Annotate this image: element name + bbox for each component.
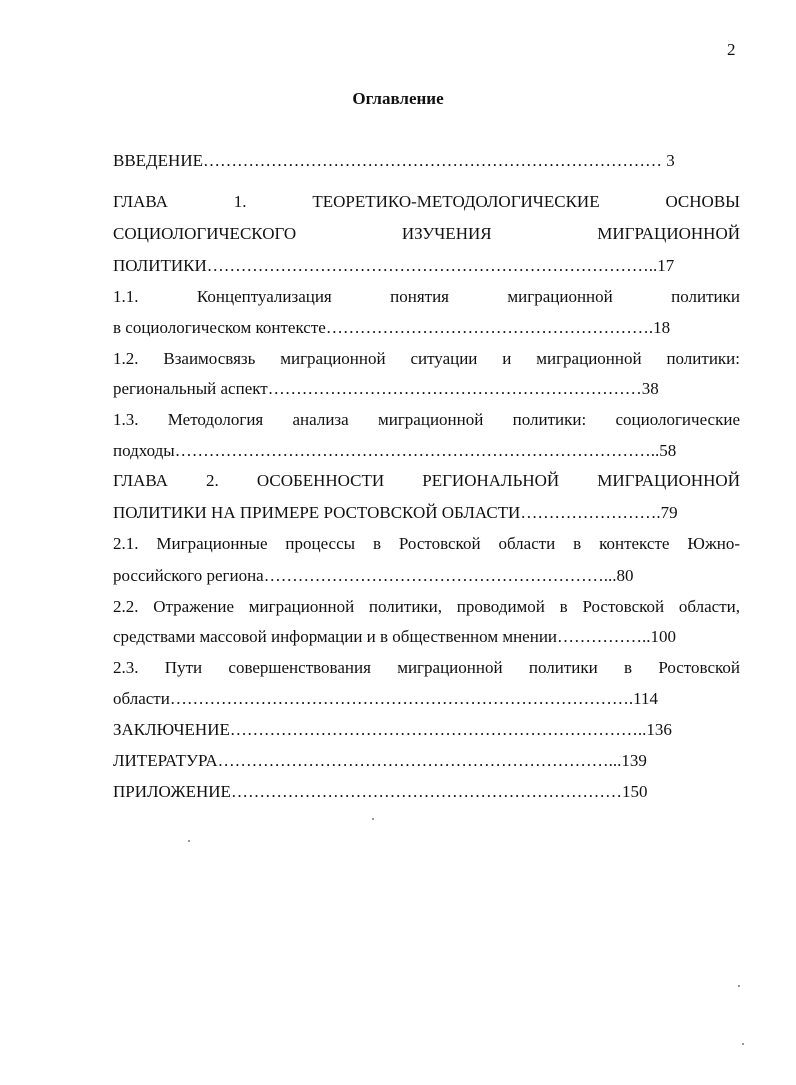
toc-section-1-1-line-2[interactable]: в социологическом контексте………………………………………………….18 — [113, 318, 671, 337]
toc-section-1-3-line-1[interactable]: 1.3. Методология анализа миграционной политики: социологические — [113, 410, 740, 429]
toc-section-2-3-line-1[interactable]: 2.3. Пути совершенствования миграционной политики в Ростовской — [113, 658, 740, 677]
toc-conclusion[interactable]: ЗАКЛЮЧЕНИЕ………………………………………………………………..136 — [113, 720, 672, 739]
toc-section-1-2-line-2[interactable]: региональный аспект…………………………………………………………38 — [113, 379, 659, 398]
toc-chapter-1-line-2[interactable]: СОЦИОЛОГИЧЕСКОГО ИЗУЧЕНИЯ МИГРАЦИОННОЙ — [113, 224, 740, 243]
toc-section-2-2-line-1[interactable]: 2.2. Отражение миграционной политики, проводимой в Ростовской области, — [113, 597, 740, 616]
scan-speck — [372, 818, 374, 820]
toc-section-2-1-line-2[interactable]: российского региона……………………………………………………...80 — [113, 566, 634, 585]
scan-speck — [742, 1043, 744, 1045]
toc-section-1-2-line-1[interactable]: 1.2. Взаимосвязь миграционной ситуации и миграционной политики: — [113, 349, 740, 368]
toc-intro[interactable]: ВВЕДЕНИЕ……………………………………………………………………… 3 — [113, 151, 675, 170]
toc-chapter-2-line-2[interactable]: ПОЛИТИКИ НА ПРИМЕРЕ РОСТОВСКОЙ ОБЛАСТИ…………………….79 — [113, 503, 678, 522]
page-title: Оглавление — [352, 89, 444, 108]
toc-section-2-3-line-2[interactable]: области……………………………………………………………………….114 — [113, 689, 658, 708]
toc-chapter-1-line-1[interactable]: ГЛАВА 1. ТЕОРЕТИКО-МЕТОДОЛОГИЧЕСКИЕ ОСНОВЫ — [113, 192, 740, 211]
toc-section-1-3-line-2[interactable]: подходы…………………………………………………………………………..58 — [113, 441, 677, 460]
page-number: 2 — [727, 40, 736, 59]
toc-section-2-1-line-1[interactable]: 2.1. Миграционные процессы в Ростовской области в контексте Южно- — [113, 534, 740, 553]
scan-speck — [188, 840, 190, 842]
toc-chapter-2-line-1[interactable]: ГЛАВА 2. ОСОБЕННОСТИ РЕГИОНАЛЬНОЙ МИГРАЦИОННОЙ — [113, 471, 740, 490]
toc-literature[interactable]: ЛИТЕРАТУРА……………………………………………………………...139 — [113, 751, 647, 770]
toc-section-2-2-line-2[interactable]: средствами массовой информации и в общественном мнении……………..100 — [113, 627, 677, 646]
toc-section-1-1-line-1[interactable]: 1.1. Концептуализация понятия миграционной политики — [113, 287, 740, 306]
toc-appendix[interactable]: ПРИЛОЖЕНИЕ……………………………………………………………150 — [113, 782, 648, 801]
scan-speck — [738, 985, 740, 987]
toc-chapter-1-line-3[interactable]: ПОЛИТИКИ……………………………………………………………………..17 — [113, 256, 675, 275]
